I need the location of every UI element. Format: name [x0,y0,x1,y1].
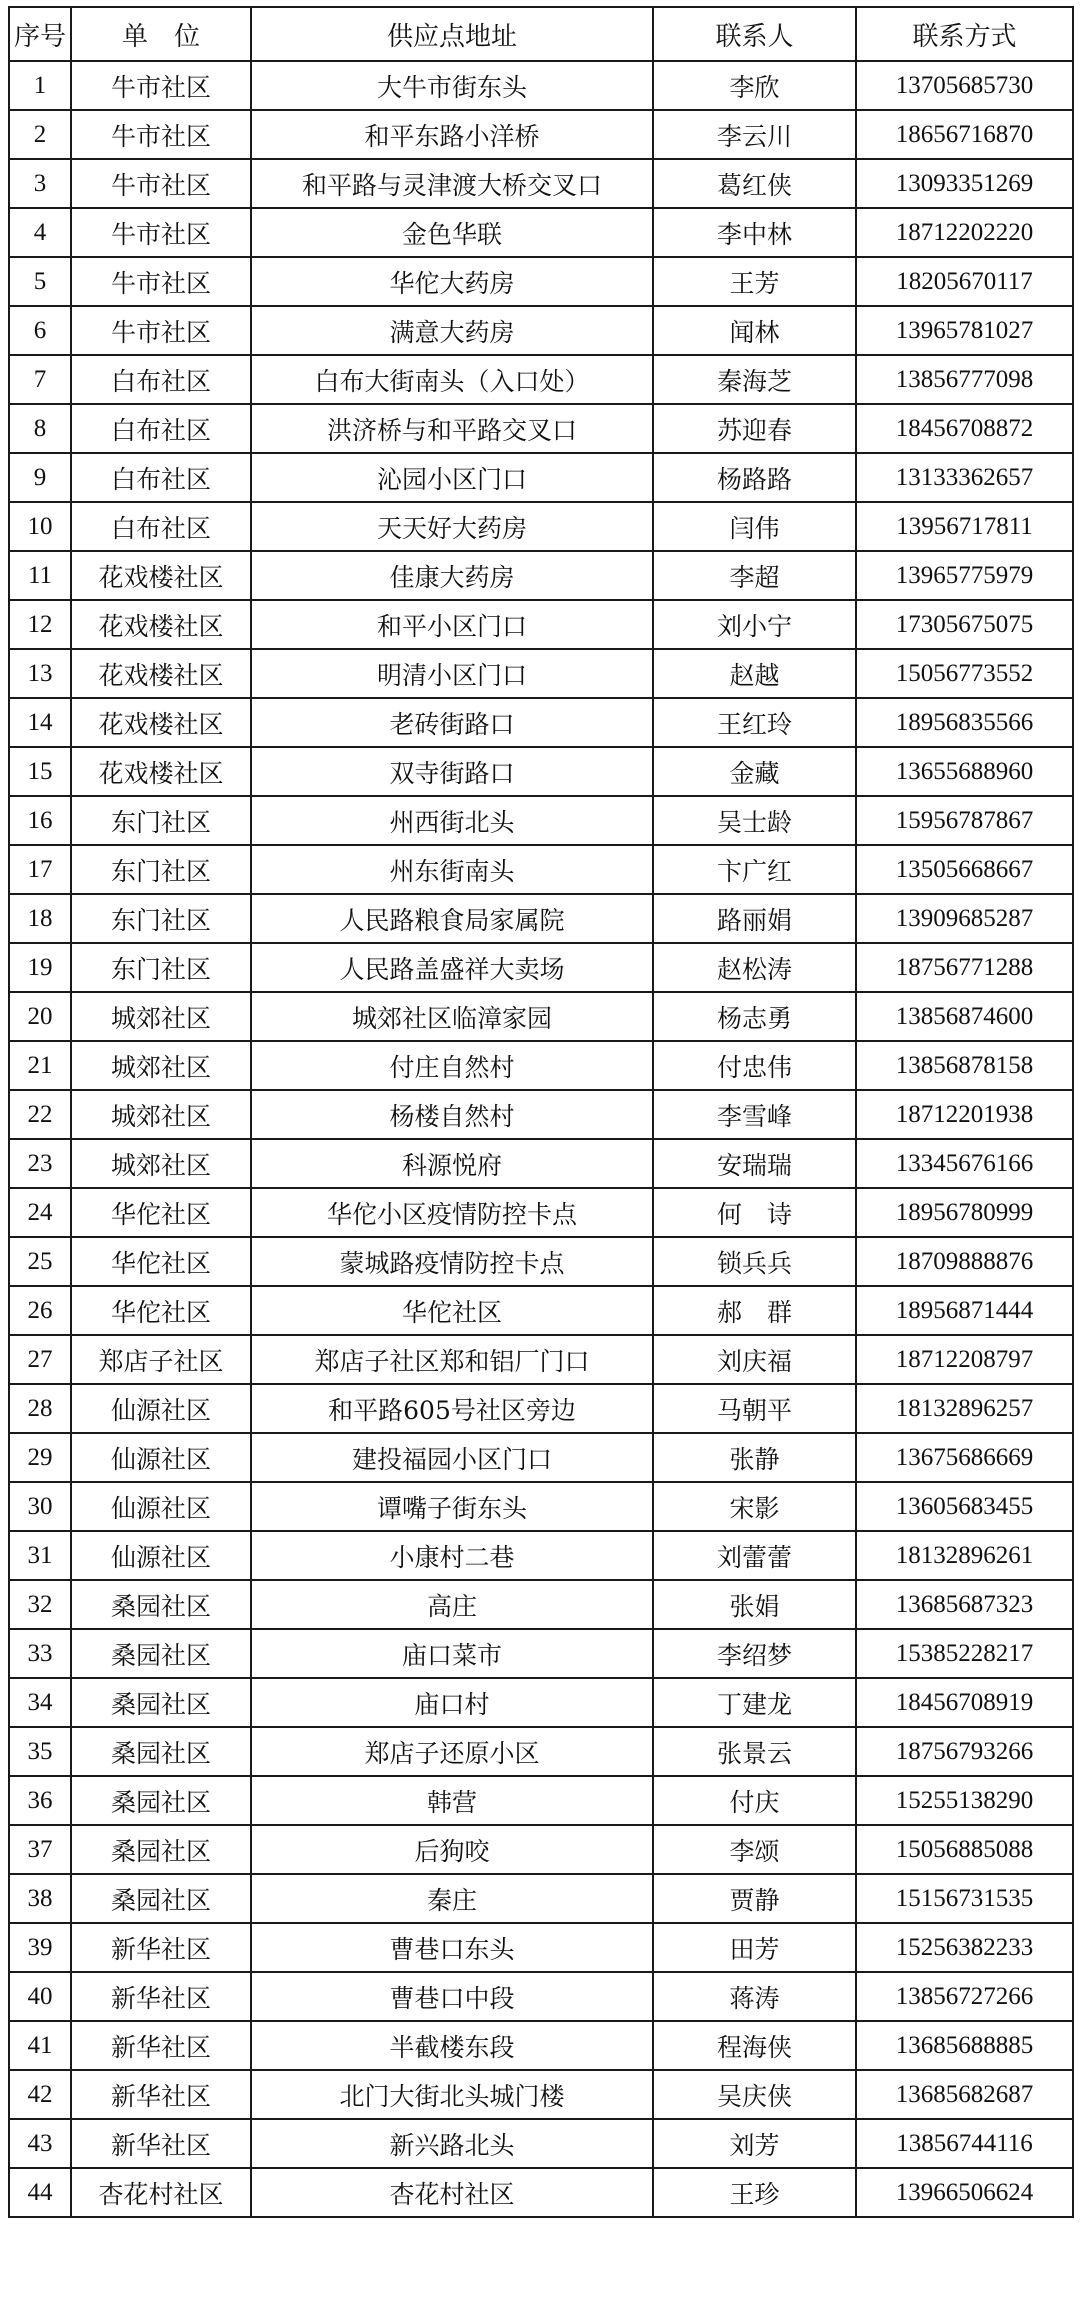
row-contact-phone: 13965775979 [856,551,1073,600]
row-contact-phone: 18956835566 [856,698,1073,747]
row-unit: 牛市社区 [71,208,251,257]
row-index: 3 [9,159,71,208]
row-contact-person: 付忠伟 [653,1041,856,1090]
row-index: 39 [9,1923,71,1972]
table-row [9,894,1073,943]
row-address: 天天好大药房 [251,502,653,551]
table-row [9,1090,1073,1139]
row-contact-person: 宋影 [653,1482,856,1531]
row-contact-person: 刘庆福 [653,1335,856,1384]
row-address: 明清小区门口 [251,649,653,698]
table-row [9,1629,1073,1678]
row-unit: 仙源社区 [71,1531,251,1580]
row-unit: 牛市社区 [71,110,251,159]
row-contact-phone: 18132896257 [856,1384,1073,1433]
row-unit: 城郊社区 [71,992,251,1041]
row-unit: 桑园社区 [71,1580,251,1629]
row-index: 29 [9,1433,71,1482]
row-unit: 华佗社区 [71,1188,251,1237]
row-index: 8 [9,404,71,453]
row-address: 洪济桥与和平路交叉口 [251,404,653,453]
row-unit: 桑园社区 [71,1678,251,1727]
row-address: 和平东路小洋桥 [251,110,653,159]
table-row [9,943,1073,992]
row-unit: 花戏楼社区 [71,649,251,698]
row-index: 32 [9,1580,71,1629]
row-index: 12 [9,600,71,649]
row-address: 人民路盖盛祥大卖场 [251,943,653,992]
table-row [9,1776,1073,1825]
row-address: 佳康大药房 [251,551,653,600]
row-unit: 东门社区 [71,796,251,845]
row-contact-phone: 15385228217 [856,1629,1073,1678]
row-index: 20 [9,992,71,1041]
row-address: 付庄自然村 [251,1041,653,1090]
header-contact-person: 联系人 [653,7,856,61]
row-unit: 杏花村社区 [71,2168,251,2217]
table-row [9,845,1073,894]
row-contact-phone: 13685687323 [856,1580,1073,1629]
table-row [9,747,1073,796]
row-contact-person: 赵越 [653,649,856,698]
row-address: 曹巷口东头 [251,1923,653,1972]
row-address: 华佗小区疫情防控卡点 [251,1188,653,1237]
row-contact-phone: 18956871444 [856,1286,1073,1335]
row-contact-person: 刘小宁 [653,600,856,649]
table-row [9,551,1073,600]
supply-point-table-container [8,6,1072,2218]
row-index: 40 [9,1972,71,2021]
row-contact-person: 金藏 [653,747,856,796]
row-contact-person: 杨志勇 [653,992,856,1041]
row-unit: 牛市社区 [71,306,251,355]
row-address: 华佗社区 [251,1286,653,1335]
row-contact-phone: 13505668667 [856,845,1073,894]
table-row [9,1531,1073,1580]
row-contact-person: 张静 [653,1433,856,1482]
row-address: 州东街南头 [251,845,653,894]
row-index: 21 [9,1041,71,1090]
table-body [9,61,1073,2217]
table-row [9,208,1073,257]
row-contact-phone: 15256382233 [856,1923,1073,1972]
row-address: 郑店子社区郑和铝厂门口 [251,1335,653,1384]
row-contact-person: 李雪峰 [653,1090,856,1139]
row-contact-person: 程海侠 [653,2021,856,2070]
row-unit: 白布社区 [71,453,251,502]
row-unit: 仙源社区 [71,1433,251,1482]
table-row [9,1580,1073,1629]
row-index: 2 [9,110,71,159]
row-unit: 仙源社区 [71,1482,251,1531]
row-contact-phone: 15156731535 [856,1874,1073,1923]
row-contact-person: 李超 [653,551,856,600]
header-index: 序号 [9,7,71,61]
row-unit: 东门社区 [71,894,251,943]
row-address: 大牛市街东头 [251,61,653,110]
row-index: 14 [9,698,71,747]
row-unit: 仙源社区 [71,1384,251,1433]
row-index: 30 [9,1482,71,1531]
row-contact-person: 杨路路 [653,453,856,502]
table-row [9,502,1073,551]
row-unit: 花戏楼社区 [71,551,251,600]
row-index: 44 [9,2168,71,2217]
row-contact-phone: 13655688960 [856,747,1073,796]
row-unit: 牛市社区 [71,61,251,110]
row-index: 24 [9,1188,71,1237]
row-contact-phone: 13675686669 [856,1433,1073,1482]
row-contact-phone: 15056773552 [856,649,1073,698]
row-unit: 桑园社区 [71,1629,251,1678]
row-contact-person: 田芳 [653,1923,856,1972]
row-address: 双寺街路口 [251,747,653,796]
row-contact-person: 郝 群 [653,1286,856,1335]
row-index: 7 [9,355,71,404]
row-index: 25 [9,1237,71,1286]
row-contact-person: 李欣 [653,61,856,110]
row-contact-phone: 13685688885 [856,2021,1073,2070]
row-address: 新兴路北头 [251,2119,653,2168]
row-contact-phone: 18956780999 [856,1188,1073,1237]
table-row [9,1041,1073,1090]
row-unit: 花戏楼社区 [71,698,251,747]
row-contact-phone: 18756771288 [856,943,1073,992]
header-contact-phone: 联系方式 [856,7,1073,61]
row-index: 17 [9,845,71,894]
row-unit: 白布社区 [71,502,251,551]
row-address: 华佗大药房 [251,257,653,306]
row-unit: 牛市社区 [71,257,251,306]
row-index: 26 [9,1286,71,1335]
row-index: 5 [9,257,71,306]
row-unit: 桑园社区 [71,1727,251,1776]
row-address: 小康村二巷 [251,1531,653,1580]
table-row [9,1433,1073,1482]
row-address: 曹巷口中段 [251,1972,653,2021]
row-address: 庙口村 [251,1678,653,1727]
row-address: 白布大街南头（入口处） [251,355,653,404]
table-row [9,110,1073,159]
row-contact-phone: 18712208797 [856,1335,1073,1384]
row-contact-phone: 13093351269 [856,159,1073,208]
row-contact-phone: 13856777098 [856,355,1073,404]
table-row [9,159,1073,208]
row-address: 州西街北头 [251,796,653,845]
row-unit: 桑园社区 [71,1776,251,1825]
table-row [9,992,1073,1041]
row-address: 半截楼东段 [251,2021,653,2070]
row-index: 27 [9,1335,71,1384]
row-address: 科源悦府 [251,1139,653,1188]
table-row [9,1678,1073,1727]
row-index: 35 [9,1727,71,1776]
row-index: 31 [9,1531,71,1580]
row-unit: 新华社区 [71,2021,251,2070]
row-index: 19 [9,943,71,992]
row-contact-person: 锁兵兵 [653,1237,856,1286]
row-contact-phone: 18712202220 [856,208,1073,257]
row-address: 北门大街北头城门楼 [251,2070,653,2119]
table-row [9,2070,1073,2119]
row-contact-person: 马朝平 [653,1384,856,1433]
row-contact-person: 付庆 [653,1776,856,1825]
table-row [9,257,1073,306]
row-index: 37 [9,1825,71,1874]
row-contact-person: 王红玲 [653,698,856,747]
row-index: 43 [9,2119,71,2168]
row-contact-phone: 15956787867 [856,796,1073,845]
row-contact-person: 闫伟 [653,502,856,551]
row-address: 建投福园小区门口 [251,1433,653,1482]
row-contact-phone: 13345676166 [856,1139,1073,1188]
row-unit: 郑店子社区 [71,1335,251,1384]
row-contact-phone: 13856744116 [856,2119,1073,2168]
row-address: 韩营 [251,1776,653,1825]
row-address: 谭嘴子街东头 [251,1482,653,1531]
row-contact-person: 吴士龄 [653,796,856,845]
table-row [9,2168,1073,2217]
row-contact-person: 路丽娟 [653,894,856,943]
row-contact-person: 葛红侠 [653,159,856,208]
row-contact-person: 刘芳 [653,2119,856,2168]
row-index: 22 [9,1090,71,1139]
row-unit: 白布社区 [71,404,251,453]
row-index: 18 [9,894,71,943]
header-unit: 单 位 [71,7,251,61]
row-contact-person: 李绍梦 [653,1629,856,1678]
table-row [9,1482,1073,1531]
table-row [9,355,1073,404]
row-contact-phone: 18132896261 [856,1531,1073,1580]
row-contact-person: 何 诗 [653,1188,856,1237]
row-contact-phone: 13705685730 [856,61,1073,110]
row-unit: 新华社区 [71,1972,251,2021]
row-index: 38 [9,1874,71,1923]
row-unit: 东门社区 [71,845,251,894]
row-contact-phone: 13856878158 [856,1041,1073,1090]
table-row [9,1874,1073,1923]
row-contact-person: 苏迎春 [653,404,856,453]
row-unit: 白布社区 [71,355,251,404]
row-unit: 花戏楼社区 [71,747,251,796]
row-contact-person: 贾静 [653,1874,856,1923]
table-row [9,649,1073,698]
row-contact-phone: 13856874600 [856,992,1073,1041]
row-index: 11 [9,551,71,600]
row-contact-person: 张景云 [653,1727,856,1776]
table-row [9,61,1073,110]
row-index: 16 [9,796,71,845]
row-contact-phone: 18756793266 [856,1727,1073,1776]
header-address: 供应点地址 [251,7,653,61]
row-index: 13 [9,649,71,698]
row-unit: 东门社区 [71,943,251,992]
row-contact-person: 闻林 [653,306,856,355]
row-index: 36 [9,1776,71,1825]
row-address: 人民路粮食局家属院 [251,894,653,943]
row-contact-person: 李中林 [653,208,856,257]
row-address: 城郊社区临漳家园 [251,992,653,1041]
row-address: 后狗咬 [251,1825,653,1874]
row-contact-person: 吴庆侠 [653,2070,856,2119]
row-contact-phone: 18709888876 [856,1237,1073,1286]
row-address: 和平路与灵津渡大桥交叉口 [251,159,653,208]
row-contact-phone: 13956717811 [856,502,1073,551]
table-row [9,1727,1073,1776]
table-row [9,1237,1073,1286]
row-contact-phone: 17305675075 [856,600,1073,649]
row-index: 1 [9,61,71,110]
row-contact-phone: 13966506624 [856,2168,1073,2217]
row-address: 和平路605号社区旁边 [251,1384,653,1433]
supply-point-table [8,6,1074,2218]
row-address: 高庄 [251,1580,653,1629]
row-address: 老砖街路口 [251,698,653,747]
row-contact-person: 赵松涛 [653,943,856,992]
row-unit: 桑园社区 [71,1874,251,1923]
row-address: 和平小区门口 [251,600,653,649]
row-contact-person: 李颂 [653,1825,856,1874]
table-row [9,1286,1073,1335]
row-unit: 新华社区 [71,2070,251,2119]
row-contact-phone: 13605683455 [856,1482,1073,1531]
row-unit: 新华社区 [71,1923,251,1972]
row-contact-phone: 18205670117 [856,257,1073,306]
row-unit: 新华社区 [71,2119,251,2168]
row-unit: 桑园社区 [71,1825,251,1874]
row-contact-phone: 13856727266 [856,1972,1073,2021]
row-index: 23 [9,1139,71,1188]
table-row [9,2119,1073,2168]
row-address: 庙口菜市 [251,1629,653,1678]
table-row [9,1384,1073,1433]
row-contact-person: 丁建龙 [653,1678,856,1727]
row-unit: 城郊社区 [71,1041,251,1090]
row-unit: 城郊社区 [71,1139,251,1188]
row-index: 15 [9,747,71,796]
row-address: 秦庄 [251,1874,653,1923]
row-contact-person: 王珍 [653,2168,856,2217]
row-index: 34 [9,1678,71,1727]
row-contact-person: 蒋涛 [653,1972,856,2021]
row-index: 41 [9,2021,71,2070]
row-contact-person: 卞广红 [653,845,856,894]
row-address: 金色华联 [251,208,653,257]
row-address: 蒙城路疫情防控卡点 [251,1237,653,1286]
row-index: 33 [9,1629,71,1678]
row-contact-person: 刘蕾蕾 [653,1531,856,1580]
table-row [9,1139,1073,1188]
row-unit: 华佗社区 [71,1286,251,1335]
row-index: 6 [9,306,71,355]
row-index: 9 [9,453,71,502]
row-address: 杏花村社区 [251,2168,653,2217]
row-contact-phone: 18656716870 [856,110,1073,159]
row-unit: 花戏楼社区 [71,600,251,649]
row-index: 4 [9,208,71,257]
row-address: 郑店子还原小区 [251,1727,653,1776]
table-row [9,1188,1073,1237]
table-row [9,1335,1073,1384]
row-contact-phone: 18712201938 [856,1090,1073,1139]
table-row [9,453,1073,502]
row-unit: 牛市社区 [71,159,251,208]
row-index: 42 [9,2070,71,2119]
row-contact-phone: 15056885088 [856,1825,1073,1874]
table-row [9,1825,1073,1874]
row-contact-phone: 18456708872 [856,404,1073,453]
row-contact-phone: 13133362657 [856,453,1073,502]
row-contact-person: 安瑞瑞 [653,1139,856,1188]
row-address: 沁园小区门口 [251,453,653,502]
row-index: 28 [9,1384,71,1433]
row-unit: 华佗社区 [71,1237,251,1286]
row-contact-person: 张娟 [653,1580,856,1629]
table-header-row [9,7,1073,61]
row-contact-phone: 13685682687 [856,2070,1073,2119]
table-row [9,796,1073,845]
row-index: 10 [9,502,71,551]
table-row [9,600,1073,649]
row-address: 杨楼自然村 [251,1090,653,1139]
table-row [9,1923,1073,1972]
row-contact-person: 秦海芝 [653,355,856,404]
table-row [9,1972,1073,2021]
table-row [9,2021,1073,2070]
row-contact-person: 李云川 [653,110,856,159]
row-address: 满意大药房 [251,306,653,355]
row-unit: 城郊社区 [71,1090,251,1139]
row-contact-phone: 15255138290 [856,1776,1073,1825]
row-contact-person: 王芳 [653,257,856,306]
table-row [9,698,1073,747]
table-row [9,404,1073,453]
row-contact-phone: 13909685287 [856,894,1073,943]
row-contact-phone: 18456708919 [856,1678,1073,1727]
row-contact-phone: 13965781027 [856,306,1073,355]
table-row [9,306,1073,355]
